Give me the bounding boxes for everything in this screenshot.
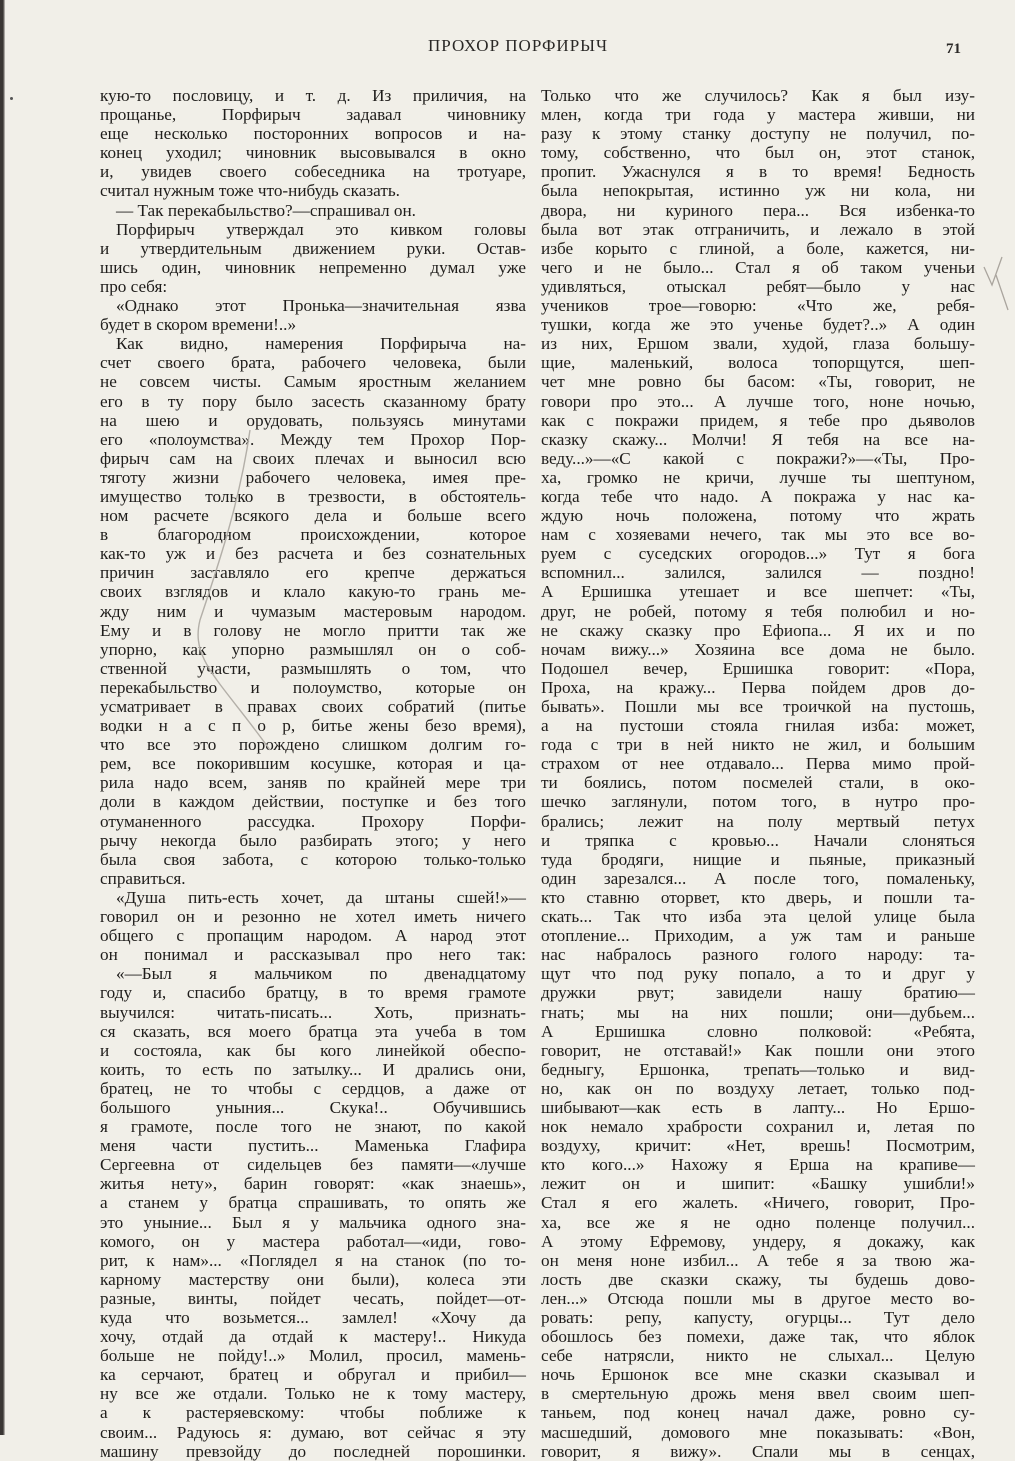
text-line: причин заставляло его крепче держаться: [100, 563, 526, 583]
text-line: фирыч сам на своих плечах и выносил всю: [100, 448, 526, 468]
text-line: ном расчете всякого дела и больше всего: [100, 506, 526, 526]
text-line: лен...» Отсюда пошли мы в другое место во-: [541, 1288, 975, 1308]
text-line: справиться.: [100, 868, 186, 888]
text-line: считал нужным тоже что-нибудь сказать.: [100, 181, 400, 201]
text-line: ну все же отдали. Только не к тому мастеру,: [100, 1384, 526, 1404]
text-line: что все это порождено слишком долгим го-: [100, 735, 526, 755]
text-line: обошлось без помехи, даже так, что яблок: [541, 1327, 975, 1347]
text-line: перекабыльство и полоумство, которые он: [100, 677, 526, 697]
text-line: сказку скажу... Молчи! Я тебя на все на-: [541, 429, 975, 449]
text-line: тяготу жизни рабочего человека, имея пре-: [100, 467, 526, 487]
text-line: прощанье, Порфирыч задавал чиновнику: [100, 105, 526, 125]
text-line: Порфирыч утверждал это кивком головы: [116, 219, 526, 239]
text-line: Только что же случилось? Как я был изу-: [541, 86, 975, 105]
text-line: на шею и орудовать, пользуясь минутами: [100, 410, 526, 430]
text-line: хочу, отдай да отдай к мастеру!.. Никуда: [100, 1327, 526, 1347]
text-line: ка серчают, братец и обругал и прибил—: [100, 1365, 526, 1385]
text-line: была вот этак отграничить, и лежало в этой: [541, 219, 975, 239]
text-line: один зарезался... А после того, помаленьку,: [541, 868, 975, 888]
text-line: А Ершишка словно полковой: «Ребята,: [541, 1021, 975, 1041]
text-line: и утвердительным движением руки. Остав-: [100, 238, 526, 258]
text-line: ровать: репу, капусту, огурцы... Тут дело: [541, 1308, 975, 1327]
text-line: удивляться, отыскал ребят—было у нас: [541, 276, 975, 296]
text-line: учеников трое—говорю: «Что же, ребя-: [541, 296, 975, 316]
text-line: брались; лежит на полу мертвый петух: [541, 811, 975, 831]
text-line: и состояла, как бы кого линейкой обеспо-: [100, 1040, 526, 1060]
text-line: жду ним и чумазым мастеровым народом.: [100, 601, 526, 621]
text-line: друг, не робей, потому я тебя полюбил и но-: [541, 601, 975, 621]
text-line: это уныние... Был я у мальчика одного зна-: [100, 1212, 526, 1232]
text-line: из них, Ершом звали, худой, глаза большу-: [541, 334, 975, 354]
text-line: году и, спасибо братцу, в то время грамоте: [100, 983, 526, 1003]
text-line: Сергеевна от сидельцев без памяти—«лучше: [100, 1155, 526, 1175]
text-line: говорил он и резонно не хотел иметь ничего: [100, 907, 526, 927]
text-line: тому, собственно, что был он, этот станок,: [541, 143, 975, 163]
text-line: А Ершишка утешает и все шепчет: «Ты,: [541, 582, 975, 602]
text-line: кто ставню оторвет, кто дверь, и пошли та-: [541, 887, 975, 907]
text-line: доли в каждом действии, поступке и без того: [100, 792, 526, 812]
text-line: рем, все покорившим косушке, которая и ца-: [100, 754, 526, 774]
text-line: кую-то пословицу, и т. д. Из приличия, на: [100, 86, 526, 105]
text-line: лость две сказки скажу, ты будешь дово-: [541, 1269, 975, 1289]
text-line: — Так перекабыльство?—спрашивал он.: [116, 200, 416, 220]
text-line: как с покражи придем, я тебе про дьяволов: [541, 410, 975, 430]
text-line: себе натрясли, никто не слыхал... Целую: [541, 1346, 975, 1366]
text-line: нас набралось разного голого народу: та-: [541, 945, 975, 965]
text-line: кто кого...» Нахожу я Ерша на крапиве—: [541, 1155, 975, 1175]
text-line: а на пустоши стояла гнилая изба: может,: [541, 716, 975, 736]
text-line: шечко заглянули, потом того, в нутро про-: [541, 792, 975, 812]
text-line: отопление... Приходим, а уж там и раньше: [541, 926, 975, 946]
text-line: своих взглядов и клало какую-то грань ме-: [100, 582, 526, 602]
text-line: общего с пропащим народом. А народ этот: [100, 926, 526, 946]
text-line: бедныгу, Ершонка, трепать—только и вид-: [541, 1059, 975, 1079]
text-line: гнать; мы на них пошли; они—дубьем...: [541, 1002, 975, 1022]
text-line: не скажу сказку про Ефиопа... Я их и по: [541, 620, 975, 640]
text-line: щут что под руку попало, а то и друг у: [541, 964, 975, 984]
page-binding-edge: [0, 0, 5, 1435]
text-line: была непокрытая, истинно уж ни кола, ни: [541, 181, 975, 201]
text-line: млен, когда три года у мастера живши, ни: [541, 105, 975, 125]
text-line: братец, не то чтобы с сердцов, а даже от: [100, 1078, 526, 1098]
text-line: я грамоте, после того не знают, по какой: [100, 1117, 526, 1137]
text-line: конец уходил; чиновник высовывался в окно: [100, 143, 526, 163]
text-line: Ему и в голову не могло притти так же: [100, 620, 526, 640]
text-line: коить, то есть по затылку... И дрались они,: [100, 1059, 526, 1079]
text-line: ночам вижу...» Хозяина все дома не было.: [541, 639, 975, 659]
text-line: куда что возьмется... замлел! «Хочу да: [100, 1308, 526, 1327]
text-line: шибывают—как есть в лапту... Но Ершо-: [541, 1097, 975, 1117]
page-header: [0, 36, 1015, 60]
text-line: года с три в ней никто не жил, и большим: [541, 735, 975, 755]
text-line: говори про это... А лучше того, ноне ночью,: [541, 391, 975, 411]
text-line: счет своего брата, рабочего человека, были: [100, 353, 526, 373]
text-line: его в ту пору было засесть сказанному брату: [100, 391, 526, 411]
text-line: воздуху, кричит: «Нет, врешь! Посмотрим,: [541, 1136, 975, 1156]
text-line: карному мастерству они были), колеса эти: [100, 1269, 526, 1289]
text-line: дружки рвут; завидели нашу братию—: [541, 983, 975, 1003]
text-line: когда тебе что надо. А покража у нас ка-: [541, 486, 975, 506]
text-line: упорно, как упорно размышлял он о соб-: [100, 639, 526, 659]
text-line: чего и не было... Стал я об таком ученьи: [541, 257, 975, 277]
text-line: выучился: читать-писать... Хоть, признать-: [100, 1002, 526, 1022]
text-line: про себя:: [100, 276, 168, 296]
text-line: будет в скором времени!..»: [100, 315, 297, 335]
text-line: ночь Ершонок все мне сказки сказывал и: [541, 1365, 975, 1385]
text-line: «—Был я мальчиком по двенадцатому: [116, 964, 526, 984]
text-line: вспомнил... залился, залился — поздно!: [541, 563, 975, 583]
text-line: разу к этому станку доступу не получил, по-: [541, 124, 975, 144]
text-line: не совсем чисты. Самым яростным желанием: [100, 372, 526, 392]
text-line: но, как он по воздуху летает, только под-: [541, 1078, 975, 1098]
text-line: скать... Так что изба эта целой улице была: [541, 907, 975, 927]
text-line: двора, ни куриного пера... Вся избенка-то: [541, 200, 975, 220]
text-line: ха, все же я не одно поленце получил...: [541, 1212, 975, 1232]
text-line: тушки, когда же это ученье будет?..» А один: [541, 315, 975, 335]
text-line: Как видно, намерения Порфирыча на-: [116, 334, 526, 354]
text-line: веду...»—«С какой с покражи?»—«Ты, Про-: [541, 448, 975, 468]
text-line: «Душа пить-есть хочет, да штаны сшей!»—: [116, 887, 526, 907]
text-line: усматривает в правах своих собратий (питье: [100, 697, 526, 716]
text-line: была своя забота, с которою только-только: [100, 849, 526, 869]
text-line: рычу некогда было разбирать этого; у него: [100, 830, 526, 850]
text-line: руем с суседских огородов...» Тут я бога: [541, 544, 975, 564]
text-line: а к растеряевскому: чтобы поближе к: [100, 1403, 526, 1423]
text-line: разные, винты, пойдет чесать, пойдет—от-: [100, 1288, 526, 1308]
text-line: Подошел вечер, Ершишка говорит: «Пора,: [541, 658, 975, 678]
text-line: нам с хозяевами нечего, так мы это все во-: [541, 525, 975, 545]
text-line: Стал я его жалеть. «Ничего, говорит, Про-: [541, 1193, 975, 1213]
text-line: масшедший, домового мне показывать: «Вон,: [541, 1422, 975, 1442]
text-line: нок немало храбрости сохранил и, летая по: [541, 1117, 975, 1137]
text-line: говорит, не отставай!» Как пошли они этого: [541, 1040, 975, 1060]
text-line: избе корыто с глиной, а боле, кажется, ни-: [541, 238, 975, 258]
pencil-margin-mark-right-icon: [982, 255, 1015, 315]
pencil-dot-mark: [10, 97, 13, 100]
text-line: его «полоумства». Между тем Прохор Пор-: [100, 429, 526, 449]
text-line: как-то уж и без расчета и без сознательных: [100, 544, 526, 564]
text-line: лежит он и шипит: «Башку ушибли!»: [541, 1174, 975, 1194]
text-line: туда бродяги, нищие и пьяные, приказный: [541, 849, 975, 869]
text-line: «Однако этот Пронька—значительная язва: [116, 296, 526, 316]
text-line: он меня ноне избил... А тебе я за твою жа-: [541, 1250, 975, 1270]
text-line: он понимал и рассказывал про него так:: [100, 945, 526, 965]
text-line: отуманенного рассудка. Прохору Порфи-: [100, 811, 526, 831]
text-line: ха, громко не кричи, лучше ты шептуном,: [541, 467, 975, 487]
text-line: своим... Радуюсь я: думаю, вот сейчас я эту: [100, 1422, 526, 1442]
text-column-left: [100, 86, 526, 1461]
text-line: имущество только в трезвости, в обстоятель-: [100, 486, 526, 506]
text-line: водки н а с п о р, битье жены безо время),: [100, 716, 526, 736]
text-line: щие, маленький, волоса топорщутся, шеп-: [541, 353, 975, 373]
text-line: пропит. Ужаснулся я в то время! Бедность: [541, 162, 975, 182]
text-line: и тряпка с кровью... Начали слоняться: [541, 830, 975, 850]
text-line: ждую ночь положена, потому что жрать: [541, 506, 975, 526]
text-line: меня части пустить... Маменька Глафира: [100, 1136, 526, 1156]
text-line: а станем у братца спрашивать, то опять же: [100, 1193, 526, 1213]
text-line: ся сказать, вся моего братца эта учеба в том: [100, 1021, 526, 1041]
text-line: бывать». Пошли мы все троичкой на пустошь,: [541, 697, 975, 716]
running-title: ПРОХОР ПОРФИРЫЧ: [428, 36, 609, 55]
text-line: таньем, под конец начал даже, ровно су-: [541, 1403, 975, 1423]
text-line: страхом от нее отдавало... Перва мимо прой-: [541, 754, 975, 774]
text-line: шись один, чиновник непременно думал уже: [100, 257, 526, 277]
text-column-right: [541, 86, 975, 1461]
text-line: рит, к нам»... «Поглядел я на станок (по то-: [100, 1250, 526, 1270]
text-line: ственной участи, размышлять о том, что: [100, 658, 526, 678]
text-line: больше не пойду!..» Молил, просил, мамень-: [100, 1346, 526, 1366]
text-line: комого, он у мастера работал—«иди, гово-: [100, 1231, 526, 1251]
text-line: в благородном происхождении, которое: [100, 525, 526, 545]
text-line: и, увидев своего собеседника на тротуаре,: [100, 162, 526, 182]
text-line: чет мне ровно бы басом: «Ты, говорит, не: [541, 372, 975, 392]
text-line: большого уныния... Скука!.. Обучившись: [100, 1097, 526, 1117]
text-line: ти боялись, потом посмелей стали, в око-: [541, 773, 975, 793]
text-line: говорит, я вижу». Спали мы в сенцах,: [541, 1441, 975, 1461]
text-line: А этому Ефремову, ундеру, я докажу, как: [541, 1231, 975, 1251]
text-line: рила надо всем, заняв по крайней мере три: [100, 773, 526, 793]
text-line: в смертельную дрожь меня ввел своим шеп-: [541, 1384, 975, 1404]
text-line: житья нету», барин говорят: «как знаешь»,: [100, 1174, 526, 1194]
page-number: 71: [946, 41, 961, 57]
text-line: машину превзойду до последней порошинки.: [100, 1441, 526, 1461]
text-line: Проха, на кражу... Перва пойдем дров до-: [541, 677, 975, 697]
text-line: еще несколько посторонних вопросов и на-: [100, 124, 526, 144]
